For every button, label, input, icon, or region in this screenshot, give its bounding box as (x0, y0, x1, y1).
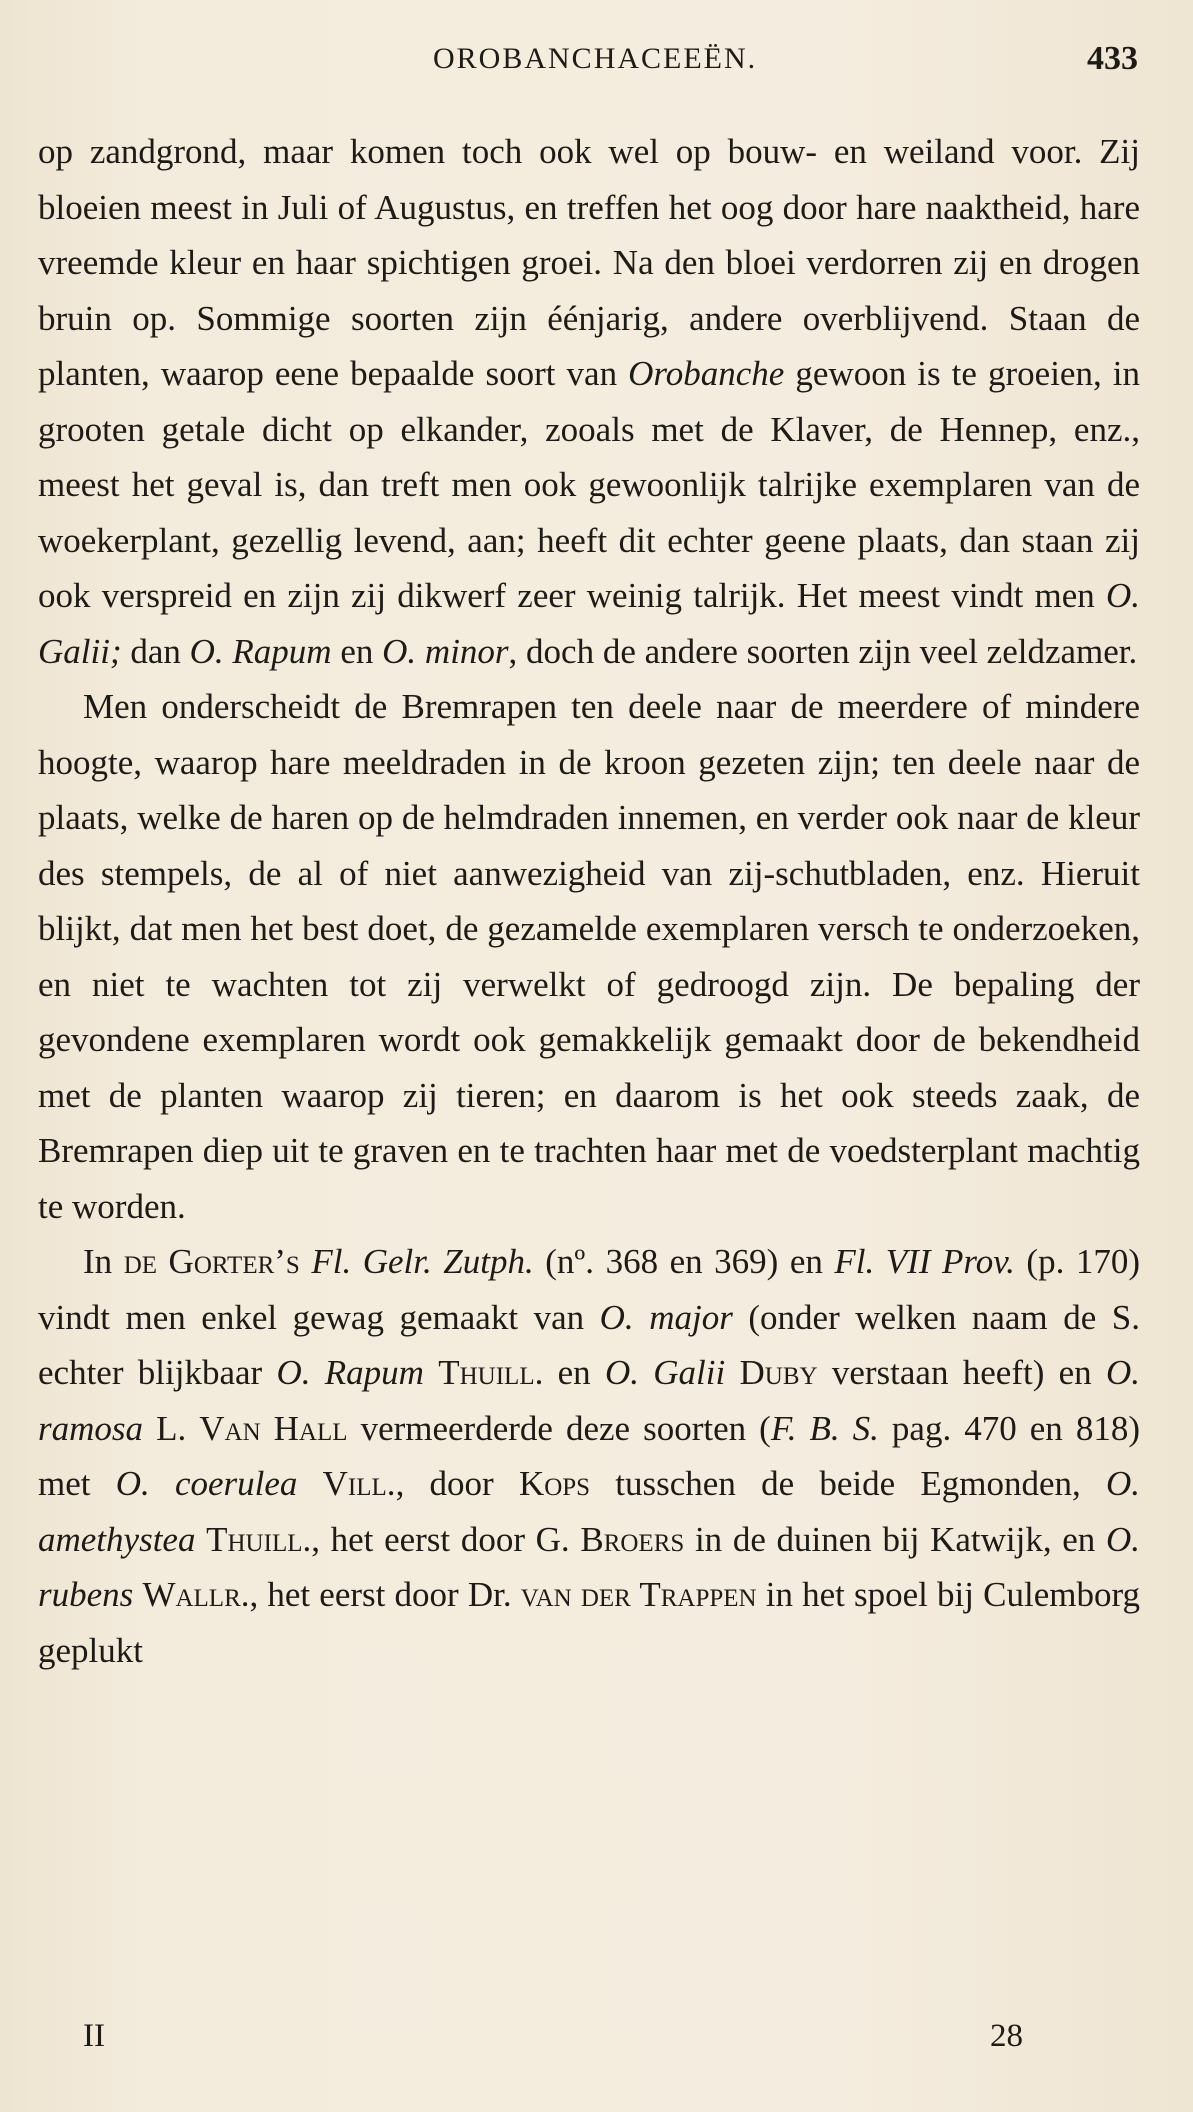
text-run: L. (143, 1408, 200, 1448)
author-name: Broers (580, 1519, 685, 1559)
author-name: Vill. (322, 1464, 396, 1503)
author-name: Wallr. (142, 1575, 250, 1614)
text-run: vermeerderde deze soorten ( (347, 1408, 771, 1448)
text-run: op zandgrond, maar komen toch ook wel op bouw- en weiland voor. Zij bloeien meest in Juli of Augustus, en treffen het oog door hare naaktheid, hare vreemde kleur en haar spichtigen groei. Na den bloei verdorren zij en drogen bruin op. Sommige soorten zijn éénjarig, andere overblijvend. Staan de planten, waarop eene bepaalde soort van (38, 132, 1140, 393)
book-title: Fl. Gelr. Zutph. (311, 1242, 534, 1281)
text-run: , doch de andere soorten zijn veel zeldzamer. (508, 631, 1138, 671)
text-run (195, 1520, 206, 1559)
text-run: , het eerst door Dr. (249, 1575, 521, 1614)
text-run: en (331, 631, 383, 671)
author-name: Thuill. (206, 1519, 312, 1559)
taxon-name: O. Rapum (189, 631, 332, 671)
text-run: dan (121, 631, 190, 671)
text-run: gewoon is te groeien, in grooten getale dicht op elkander, zooals met de Klaver, de Hennep, enz., meest het geval is, dan treft men ook gewoonlijk talrijke exemplaren van de woekerplant, gezellig levend, aan; heeft dit echter geene plaats, dan staan zij ook verspreid en zijn zij dikwerf zeer weinig talrijk. Het meest vindt men (38, 354, 1140, 615)
running-head (0, 42, 1193, 82)
running-title: OROBANCHACEEËN. (433, 42, 758, 75)
taxon-name: O. coerulea (115, 1464, 298, 1503)
paragraph-3 (38, 1234, 1140, 1678)
book-title: Fl. VII Prov. (834, 1242, 1015, 1281)
taxon-name: O. Galii (604, 1353, 726, 1392)
text-run: (nº. 368 en 369) en (533, 1242, 835, 1281)
text-run: tusschen de beide Egmonden, (590, 1464, 1106, 1503)
author-name: Van Hall (199, 1408, 348, 1448)
signature-mark: II (83, 2018, 105, 2054)
text-run: (onder welken naam de S. echter blijkbaar (38, 1297, 1140, 1392)
text-run: , door (395, 1464, 519, 1503)
book-title: F. B. S. (770, 1408, 879, 1448)
text-run: verstaan heeft) en (817, 1353, 1106, 1392)
taxon-name: O. rubens (38, 1519, 1140, 1614)
text-run (300, 1242, 312, 1281)
signature-number: 28 (990, 2018, 1023, 2054)
text-run: , het eerst door G. (311, 1519, 581, 1559)
author-name: Kops (518, 1464, 591, 1503)
taxon-name: Orobanche (628, 354, 785, 393)
text-run: in de duinen bij Katwijk, en (684, 1519, 1106, 1559)
taxon-name: O. Rapum (276, 1353, 424, 1392)
text-run: en (543, 1353, 605, 1392)
author-name: van der Trappen (520, 1575, 757, 1614)
text-run: In (83, 1242, 124, 1281)
taxon-name: O. amethystea (38, 1464, 1141, 1559)
taxon-name: O. major (599, 1297, 733, 1337)
author-name: Duby (739, 1353, 818, 1392)
page-number: 433 (1087, 40, 1138, 77)
text-run (725, 1353, 739, 1392)
taxon-name: O. ramosa (38, 1353, 1140, 1448)
author-name: Thuill. (438, 1353, 544, 1392)
text-run (424, 1353, 438, 1392)
author-name: de Gorter’s (123, 1242, 300, 1281)
text-run (297, 1464, 322, 1503)
taxon-name: O. minor (382, 631, 509, 671)
paragraph-1 (38, 124, 1140, 679)
text-run: in het spoel bij Culemborg geplukt (38, 1575, 1141, 1670)
taxon-name: O. Galii; (38, 576, 1140, 671)
text-run: pag. 470 en 818) met (38, 1408, 1140, 1503)
body-text (38, 124, 1140, 1678)
text-run: (p. 170) vindt men enkel gewag gemaakt van (38, 1242, 1141, 1337)
page-footer (0, 2018, 1193, 2058)
paragraph-2: Men onderscheidt de Bremrapen ten deele naar de meerdere of mindere hoogte, waarop hare meeldraden in de kroon gezeten zijn; ten deele naar de plaats, welke de haren op de helmdraden innemen, en verder ook naar de kleur des stempels, de al of niet aanwezigheid van zij-schutbladen, enz. Hieruit blijkt, dat men het best doet, de gezamelde exemplaren versch te onderzoeken, en niet te wachten tot zij verwelkt of gedroogd zijn. De bepaling der gevondene exemplaren wordt ook gemakkelijk gemaakt door de bekendheid met de planten waarop zij tieren; en daarom is het ook steeds zaak, de Bremrapen diep uit te graven en te trachten haar met de voedsterplant machtig te worden. (38, 687, 1140, 1226)
